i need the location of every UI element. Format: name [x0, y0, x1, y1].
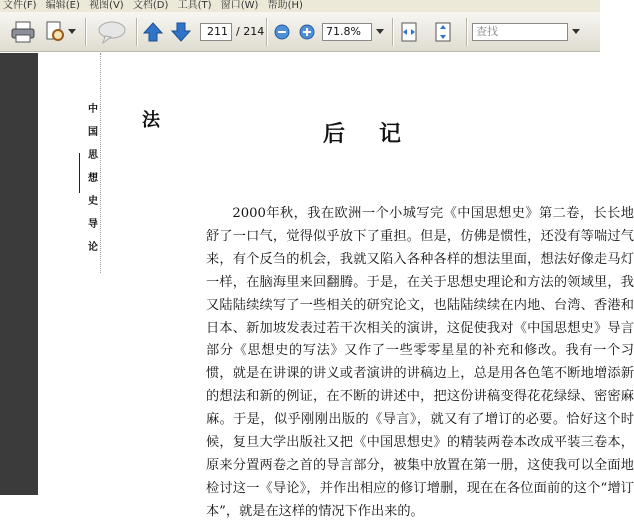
margin-mark — [79, 153, 80, 193]
search-dropdown-button[interactable] — [570, 20, 582, 44]
toolbar-separator — [136, 18, 137, 46]
fit-width-button[interactable] — [398, 20, 420, 44]
running-title-char: 论 — [88, 242, 98, 253]
menu-window[interactable]: 窗口(W) — [220, 0, 259, 11]
menu-bar — [0, 0, 600, 12]
chevron-down-icon — [68, 29, 76, 35]
chapter-title: 后记 — [323, 121, 436, 147]
toolbar-separator — [466, 18, 467, 46]
paragraph: 2000年秋，我在欧洲一个小城写完《中国思想史》第二卷，长长地舒了一口气，觉得似乎放下了重担。但是，仿佛是惯性，还没有等喘过气来，有个反刍的机会，我就又陷入各种各样的想法里面，想法好像走马灯一样，在脑海里来回翻腾。于是，在关于思想史理论和方法的领域里，我又陆陆续续写了一些相关的研究论文，也陆陆续续在内地、台湾、香港和日本、新加坡发表过若干次相关的演讲，这促使我对《中国思想史》导言部分《思想史的写法》又作了一些零零星星的补充和修改。我有一个习惯，就是在讲课的讲义或者演讲的讲稿边上，总是用各色笔不断地增添新的想法和新的例证，在不断的讲述中，把这份讲稿变得花花绿绿、密密麻麻。于是，似乎刚刚出版的《导言》，就又有了增订的必要。恰好这个时候，复旦大学出版社又把《中国思想史》的精装两卷本改成平装三卷本，原来分置两卷之首的导言部分，被集中放置在第一册，这使我可以全面地检讨这一《导论》，并作出相应的修订增删，现在在各位面前的这个“增订本”，就是在这样的情况下作出来的。 — [206, 206, 634, 519]
previous-page-button[interactable] — [142, 20, 164, 44]
chevron-down-icon — [572, 29, 580, 35]
fit-page-button[interactable] — [432, 20, 454, 44]
zoom-out-button[interactable] — [273, 20, 291, 44]
zoom-in-icon — [299, 24, 315, 40]
pages-view-button[interactable] — [42, 20, 78, 44]
menu-view[interactable]: 视图(V) — [89, 0, 124, 11]
running-title — [87, 98, 99, 259]
navigation-pane[interactable] — [0, 53, 38, 495]
toolbar-separator — [392, 18, 393, 46]
toolbar-separator — [266, 18, 267, 46]
running-title-char: 中 — [88, 104, 98, 115]
print-button[interactable] — [8, 20, 38, 44]
menu-document[interactable]: 文档(D) — [132, 0, 169, 11]
fit-width-icon — [400, 22, 418, 42]
document-search-icon — [44, 21, 68, 43]
comment-button[interactable] — [95, 20, 129, 44]
running-title-char: 思 — [88, 150, 98, 161]
menu-help[interactable]: 帮助(H) — [267, 0, 303, 11]
zoom-in-button[interactable] — [298, 20, 316, 44]
toolbar-separator — [85, 18, 86, 46]
arrow-up-icon — [143, 22, 163, 42]
speech-bubble-icon — [97, 20, 127, 44]
zoom-out-icon — [274, 24, 290, 40]
zoom-dropdown-button[interactable] — [373, 20, 387, 44]
body-text — [206, 203, 634, 524]
zoom-level-select[interactable]: 71.8% — [322, 23, 372, 41]
running-title-char: 导 — [88, 219, 98, 230]
menu-edit[interactable]: 编辑(E) — [45, 0, 80, 11]
search-input[interactable]: 查找 — [472, 23, 568, 41]
page-number-input[interactable]: 211 — [200, 23, 232, 41]
chevron-down-icon — [376, 29, 384, 35]
document-page — [38, 53, 634, 519]
menu-file[interactable]: 文件(F) — [3, 0, 37, 11]
toolbar — [0, 12, 600, 52]
running-title-char: 史 — [88, 196, 98, 207]
next-page-button[interactable] — [170, 20, 192, 44]
corner-character: 法 — [142, 110, 160, 131]
dotted-rule — [100, 53, 101, 273]
fit-page-icon — [434, 22, 452, 42]
arrow-down-icon — [171, 22, 191, 42]
menu-tools[interactable]: 工具(T) — [177, 0, 212, 11]
page-total: / 214 — [236, 25, 265, 38]
printer-icon — [10, 21, 36, 43]
running-title-char: 想 — [88, 173, 98, 184]
running-title-char: 国 — [88, 127, 98, 138]
